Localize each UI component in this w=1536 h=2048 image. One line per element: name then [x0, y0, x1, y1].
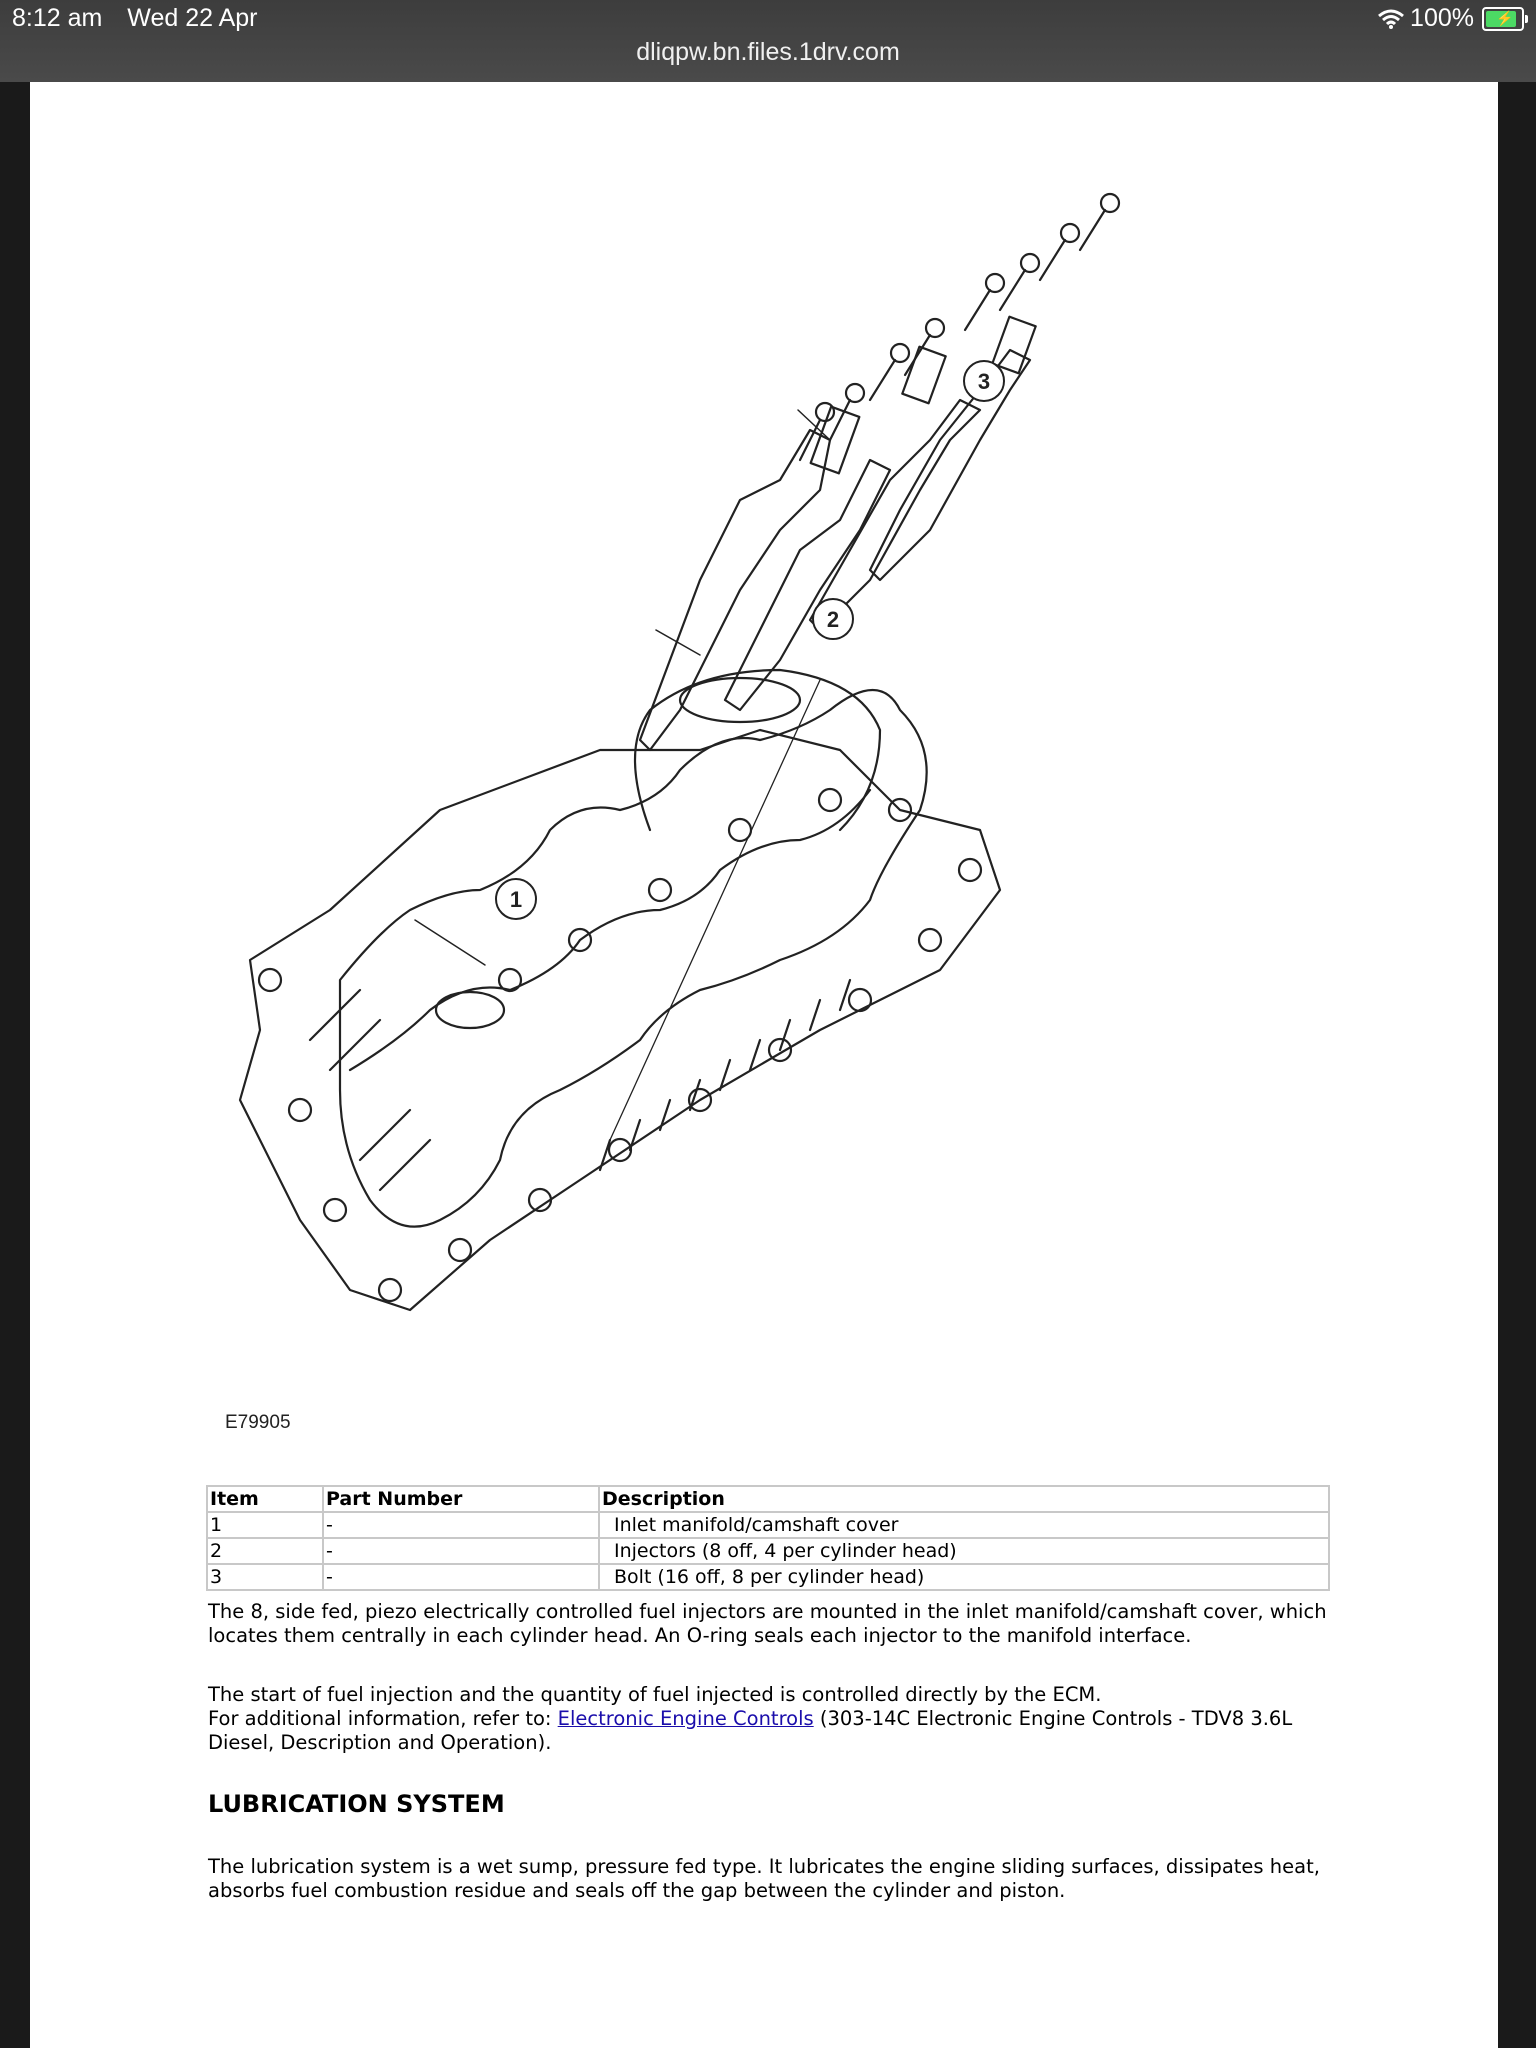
paragraph-ecm-line1: The start of fuel injection and the quantity of fuel injected is controlled directly by the ECM.	[208, 1683, 1102, 1706]
row-part-number: -	[323, 1564, 599, 1590]
callout-1-label: 1	[509, 887, 523, 912]
base-bolts	[259, 789, 981, 1301]
injector-bolts	[800, 194, 1119, 460]
cover-outline	[340, 690, 927, 1227]
header-description: Description	[599, 1486, 1329, 1512]
electronic-engine-controls-link[interactable]: Electronic Engine Controls	[557, 1707, 814, 1730]
row-description: Bolt (16 off, 8 per cylinder head)	[599, 1564, 1329, 1590]
manifold-base	[240, 730, 1000, 1310]
table-row	[207, 1564, 1329, 1590]
status-right	[1378, 4, 1524, 33]
callout-3-label: 3	[977, 369, 991, 394]
header-item: Item	[207, 1486, 323, 1512]
engine-diagram	[180, 110, 1440, 1460]
row-item: 3	[207, 1564, 323, 1590]
right-margin	[1498, 82, 1536, 2048]
row-description: Injectors (8 off, 4 per cylinder head)	[599, 1538, 1329, 1564]
address-bar[interactable]: dliqpw.bn.files.1drv.com	[636, 38, 900, 66]
status-time: 8:12 am	[12, 4, 103, 32]
status-bar	[0, 0, 1536, 82]
row-description: Inlet manifold/camshaft cover	[599, 1512, 1329, 1538]
row-item: 2	[207, 1538, 323, 1564]
refer-suffix: (303-14C Electronic Engine Controls - TDV8 3.6L Diesel, Description and Operation).	[208, 1707, 1293, 1754]
figure-code: E79905	[225, 1412, 291, 1433]
paragraph-ecm-line2	[208, 1707, 1328, 1755]
paragraph-lubrication: The lubrication system is a wet sump, pressure fed type. It lubricates the engine sliding surfaces, dissipates heat, absorbs fuel combustion residue and seals off the gap between the cylinder and piston.	[208, 1855, 1320, 1902]
left-margin	[0, 82, 30, 2048]
section-heading: LUBRICATION SYSTEM	[208, 1790, 505, 1818]
paragraph-ecm	[208, 1683, 1328, 1755]
status-date: Wed 22 Apr	[127, 4, 258, 32]
status-left	[12, 4, 275, 33]
battery-icon: ⚡	[1482, 7, 1524, 31]
refer-prefix: For additional information, refer to:	[208, 1707, 558, 1730]
table-row	[207, 1538, 1329, 1564]
battery-percent: 100%	[1410, 4, 1474, 32]
paragraph-injectors: The 8, side fed, piezo electrically controlled fuel injectors are mounted in the inlet manifold/camshaft cover, which locates them centrally in each cylinder head. An O-ring seals each injector to the manifold interface.	[208, 1600, 1327, 1647]
table-row	[207, 1512, 1329, 1538]
wifi-icon	[1378, 9, 1404, 29]
header-part-number: Part Number	[323, 1486, 599, 1512]
row-item: 1	[207, 1512, 323, 1538]
row-part-number: -	[323, 1512, 599, 1538]
parts-table	[206, 1485, 1330, 1591]
row-part-number: -	[323, 1538, 599, 1564]
callout-2-label: 2	[826, 607, 840, 632]
table-header-row	[207, 1486, 1329, 1512]
